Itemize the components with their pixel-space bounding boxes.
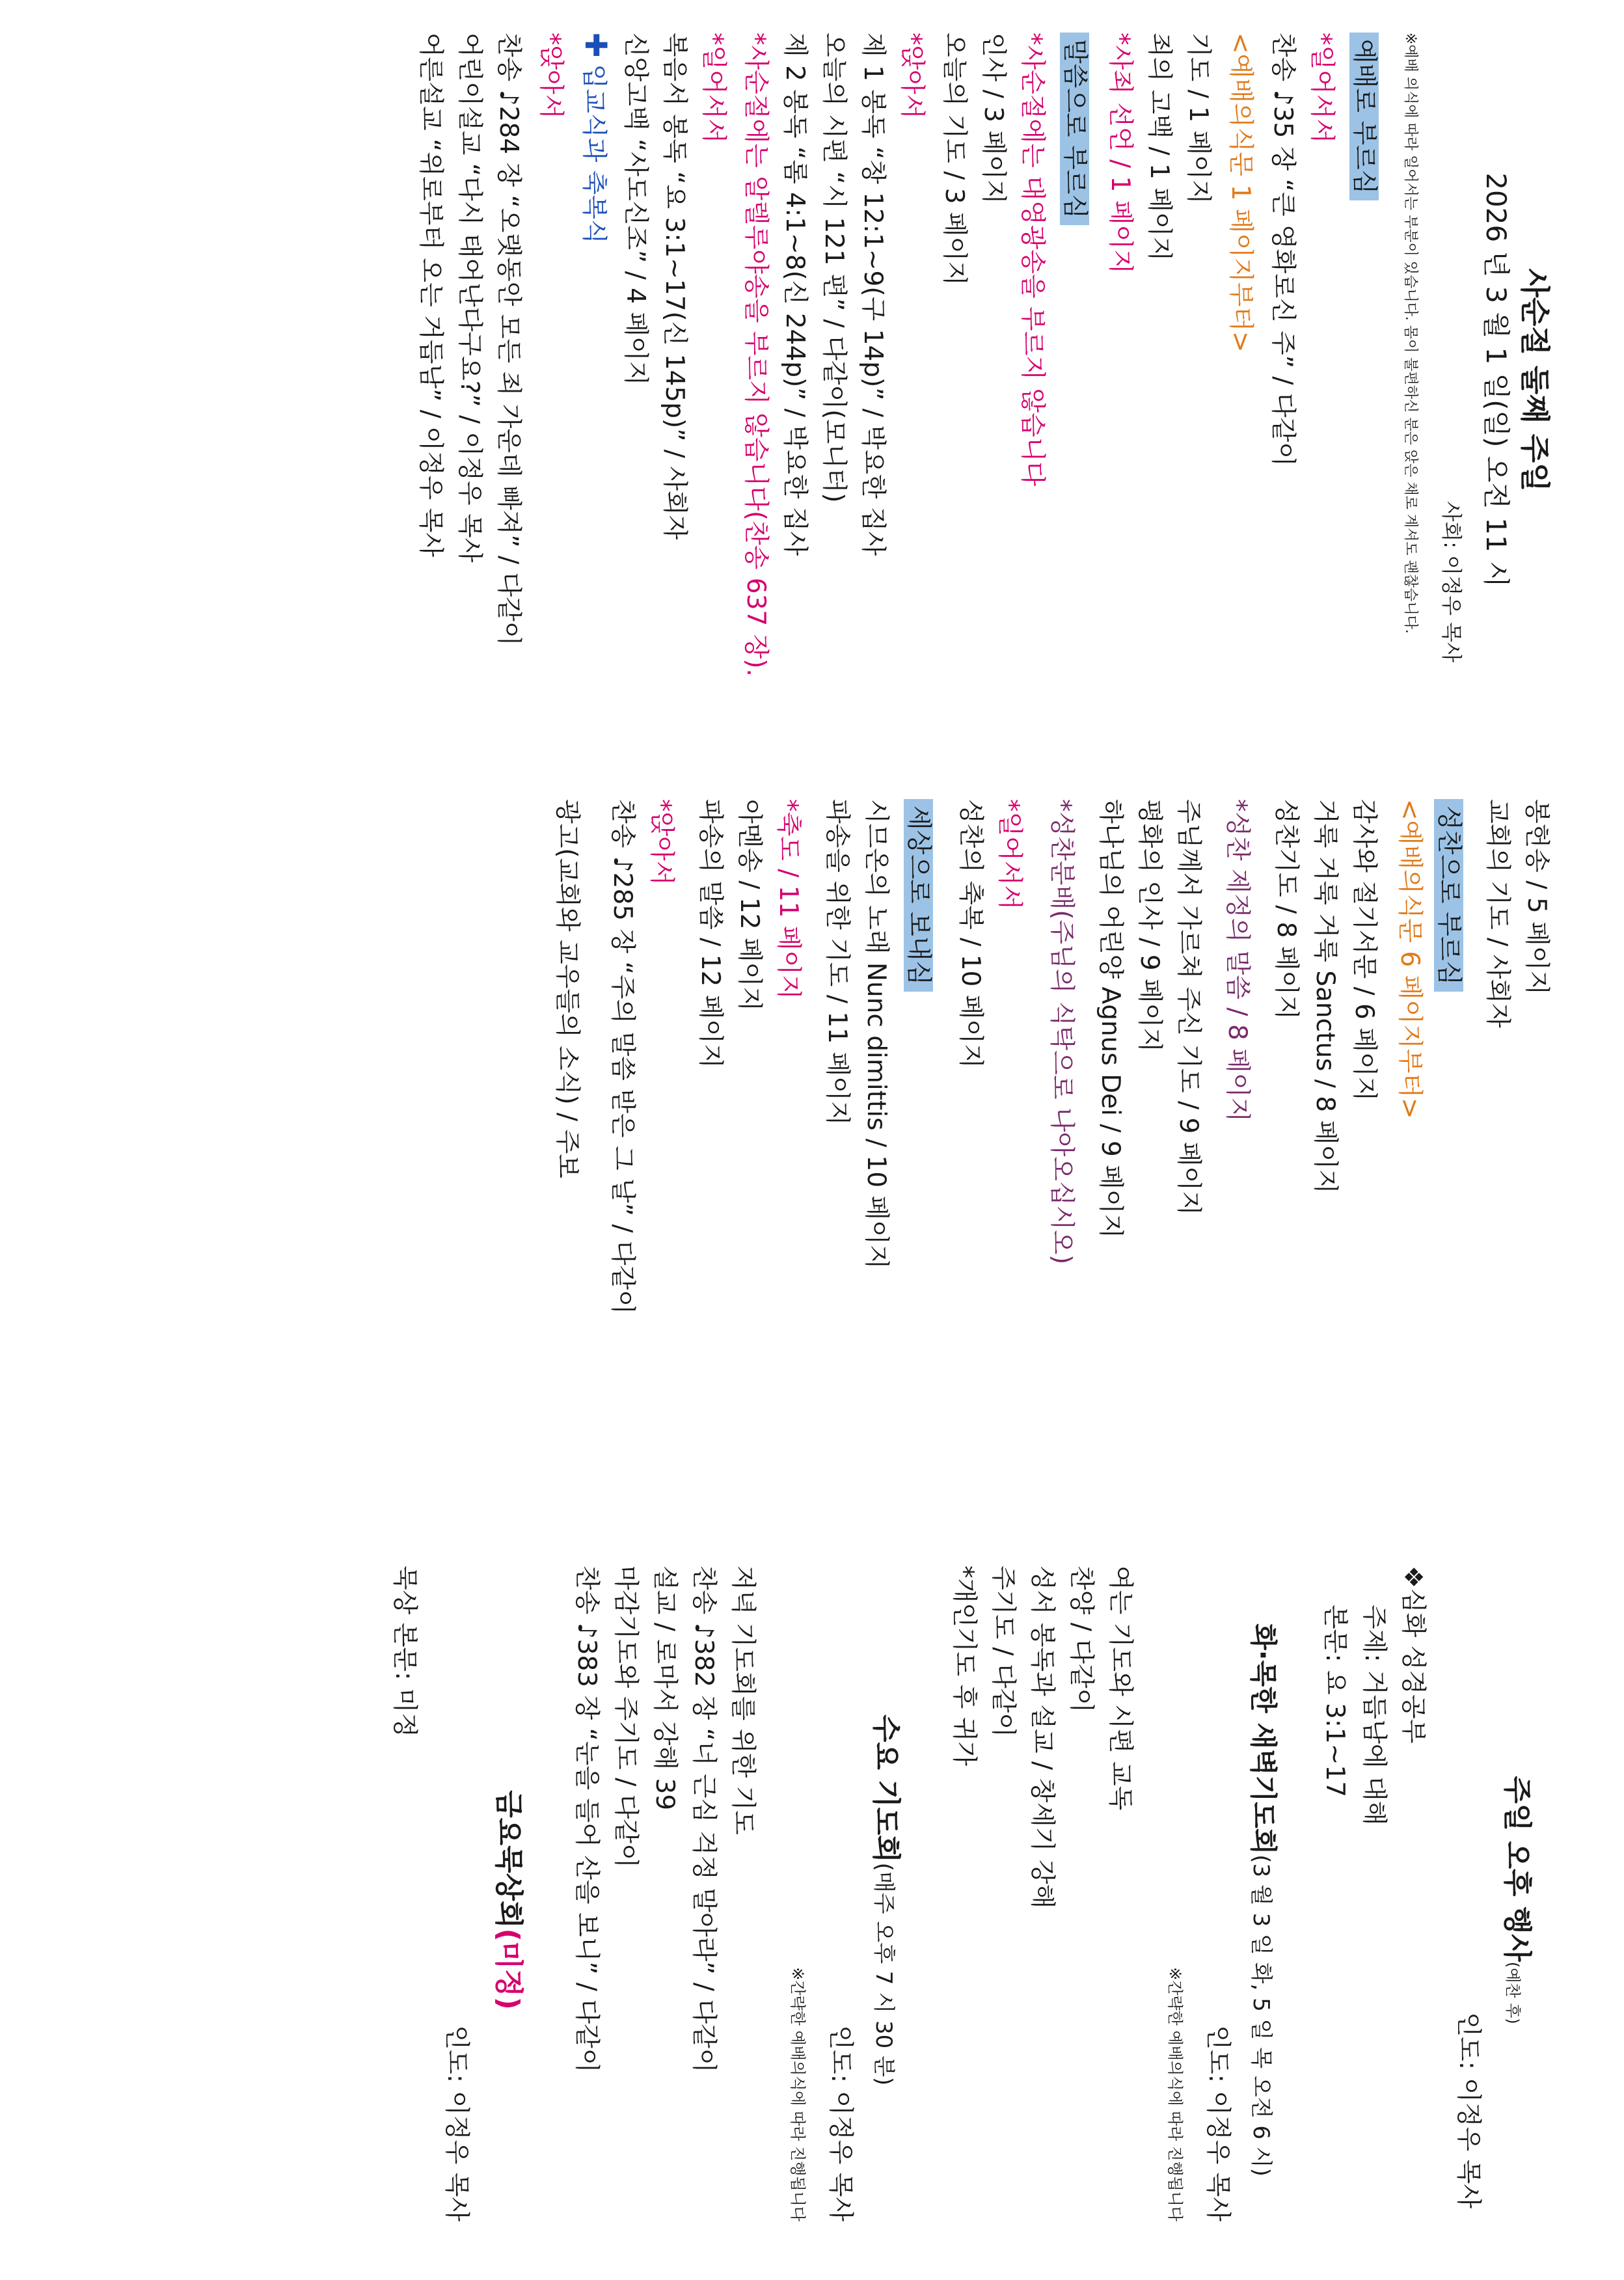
dawn-title: 화·목한 새벽기도회	[1247, 1623, 1279, 1855]
church-prayer: 교회의 기도 / 사회자	[1483, 799, 1512, 1028]
service-date: 2026 년 3 월 1 일(일) 오전 11 시	[1480, 172, 1512, 588]
dawn-item-4: 주기도 / 다같이	[988, 1566, 1018, 1737]
section-eucharist: 성찬으로 부르심	[1434, 799, 1463, 992]
dawn-prayer-heading	[1245, 1520, 1279, 2280]
greeting-item: 인사 / 3 페이지	[979, 33, 1008, 204]
cross-icon: ✚	[578, 33, 614, 58]
announcements: 광고(교회와 교우들의 소식) / 주보	[552, 799, 582, 1178]
study-header: ❖심화 성경공부	[1398, 1566, 1428, 1744]
wed-item-1: 저녁 기도회를 위한 기도	[728, 1566, 757, 1835]
agnus-dei: 하나님의 어린양 Agnus Dei / 9 페이지	[1096, 799, 1125, 1239]
dawn-leader: 인도: 이정우 목사	[1203, 2025, 1232, 2221]
wed-note: ※간략한 예배의식에 따라 진행됩니다	[789, 1967, 807, 2221]
sunday-pm-leader: 인도: 이정우 목사	[1454, 2012, 1483, 2208]
section-word: 말씀으로 부르심	[1060, 33, 1089, 225]
weekly-events	[0, 1520, 1624, 2280]
fri-leader: 인도: 이정우 목사	[442, 2025, 471, 2221]
communion-blessing: 성찬의 축복 / 10 페이지	[956, 799, 985, 1068]
collect-item: 오늘의 기도 / 3 페이지	[940, 33, 969, 286]
sanctus-item: 거룩 거룩 거룩 Sanctus / 8 페이지	[1310, 799, 1340, 1194]
section-sending: 세상으로 보내심	[904, 799, 933, 992]
first-reading: 제 1 봉독 “창 12:1~9(구 14p)” / 박요한 집사	[858, 33, 887, 556]
sending-prayer: 파송을 위한 기도 / 11 페이지	[822, 799, 852, 1126]
dawn-suffix: (3 월 3 일 화, 5 일 목 오전 6 시)	[1248, 1854, 1274, 2177]
benediction-item: *축도 / 11 페이지	[774, 799, 803, 999]
hymn-35: 찬송 ♪35 장 “큰 영화로신 주” / 다같이	[1268, 33, 1297, 467]
dawn-note: ※간략한 예배의식에 따라 진행됩니다	[1166, 1967, 1184, 2221]
adult-sermon: 어른설교 “위로부터 오는 거듭남” / 이정우 목사	[416, 33, 445, 558]
sit-instruction: *앉아서	[897, 33, 927, 119]
communion-distribution: *성찬분배(주님의 식탁으로 나아오십시오)	[1047, 799, 1076, 1265]
service-host: 사회: 이정우 목사	[1439, 501, 1464, 662]
fri-text: 묵상 본문: 미정	[390, 1566, 419, 1737]
sunday-pm-suffix: (예찬 후)	[1504, 1961, 1522, 2024]
prayer-item: 기도 / 1 페이지	[1184, 33, 1213, 204]
fri-meditation-heading	[492, 1520, 524, 2280]
sunday-pm-title: 주일 오후 행사	[1500, 1776, 1534, 1962]
absolution-item: *사죄 선언 / 1 페이지	[1105, 33, 1135, 274]
wed-item-4: 마감기도와 주기도 / 다같이	[611, 1566, 640, 1868]
dismissal-words: 파송의 말씀 / 12 페이지	[696, 799, 725, 1068]
dawn-item-5: *개인기도 후 귀가	[949, 1566, 979, 1767]
sit-instruction-3: *앉아서	[647, 799, 676, 886]
fri-suffix: (미정)	[492, 1928, 525, 2010]
wed-title: 수요 기도회	[869, 1714, 902, 1863]
baptism-label: 입교식과 축복식	[579, 64, 608, 244]
eucharist-prayer: 성찬기도 / 8 페이지	[1271, 799, 1301, 1020]
baptism-item	[577, 33, 612, 244]
confession-item: 죄의 고백 / 1 페이지	[1144, 33, 1174, 262]
wed-prayer-heading	[867, 1520, 902, 2280]
stand-instruction-3: *일어서서	[995, 799, 1024, 910]
offering-hymn: 봉헌송 / 5 페이지	[1522, 799, 1551, 996]
study-text: 본문: 요 3:1~17	[1320, 1605, 1349, 1798]
institution-words: *성찬 제정의 말씀 / 8 페이지	[1223, 799, 1252, 1122]
wed-item-5: 찬송 ♪383 장 “눈을 들어 산을 보니” / 다같이	[572, 1566, 601, 2073]
service-order-part1	[0, 0, 1624, 760]
dawn-item-1: 여는 기도와 시편 교독	[1105, 1566, 1135, 1811]
lent-gloria-note: *사순절에는 대영광송을 부르지 않습니다	[1018, 33, 1047, 487]
wed-suffix: (매주 오후 7 시 30 분)	[871, 1862, 897, 2086]
hymn-285: 찬송 ♪285 장 “주의 말씀 받은 그 날” / 다같이	[608, 799, 637, 1314]
section-call-to-worship: 예배로 부르심	[1349, 33, 1379, 200]
wed-item-2: 찬송 ♪382 장 “너 근심 걱정 말아라” / 다같이	[689, 1566, 718, 2073]
amen-song: 아멘송 / 12 페이지	[735, 799, 764, 1012]
thanksgiving-item: 감사와 절기서문 / 6 페이지	[1349, 799, 1379, 1102]
sunday-pm-heading	[1496, 1520, 1533, 2280]
lent-alleluia-note: *사순절에는 알렐루야송을 부르지 않습니다(찬송 637 장).	[741, 33, 770, 677]
peace-greeting: 평화의 인사 / 9 페이지	[1135, 799, 1164, 1052]
study-topic: 주제: 거듭남에 대해	[1359, 1605, 1388, 1826]
sit-instruction-2: *앉아서	[536, 33, 565, 119]
second-reading: 제 2 봉독 “롬 4:1~8(신 244p)” / 박요한 집사	[780, 33, 809, 556]
liturgy-page1-note: <예배의식문 1 페이지부터>	[1226, 33, 1255, 353]
dawn-item-2: 찬양 / 다같이	[1066, 1566, 1096, 1713]
hymn-284: 찬송 ♪284 장 “오랫동안 모든 죄 가운데 빠져” / 다같이	[494, 33, 523, 646]
dawn-item-3: 성서 봉독과 설교 / 창세기 강해	[1027, 1566, 1057, 1909]
stand-instruction: *일어서서	[1307, 33, 1336, 144]
service-title: 사순절 둘째 주일	[1517, 268, 1552, 492]
nunc-dimittis: 시므온의 노래 Nunc dimittis / 10 페이지	[861, 799, 891, 1269]
stand-instruction-2: *일어서서	[699, 33, 728, 144]
creed-item: 신앙고백 “사도신조” / 4 페이지	[621, 33, 650, 386]
wed-item-3: 설교 / 로마서 강해 39	[650, 1566, 679, 1811]
liturgy-page6-note: <예배의식문 6 페이지부터>	[1395, 799, 1424, 1119]
lords-prayer: 주님께서 가르쳐 주신 기도 / 9 페이지	[1174, 799, 1203, 1215]
standing-note: ※예배 의식에 따라 일어서는 부분이 있습니다. 몸이 불편하신 분은 앉은 채로 계셔도 괜찮습니다.	[1402, 33, 1418, 634]
wed-leader: 인도: 이정우 목사	[826, 2025, 855, 2221]
children-sermon: 어린이설교 “다시 태어난다구요?” / 이정우 목사	[455, 33, 484, 563]
gospel-reading: 복음서 봉독 “요 3:1~17(신 145p)” / 사회자	[660, 33, 689, 540]
psalm-item: 오늘의 시편 “시 121 편” / 다같이(모니터)	[819, 33, 848, 503]
fri-title: 금요묵상회	[492, 1790, 525, 1929]
service-order-part2	[0, 760, 1624, 1520]
